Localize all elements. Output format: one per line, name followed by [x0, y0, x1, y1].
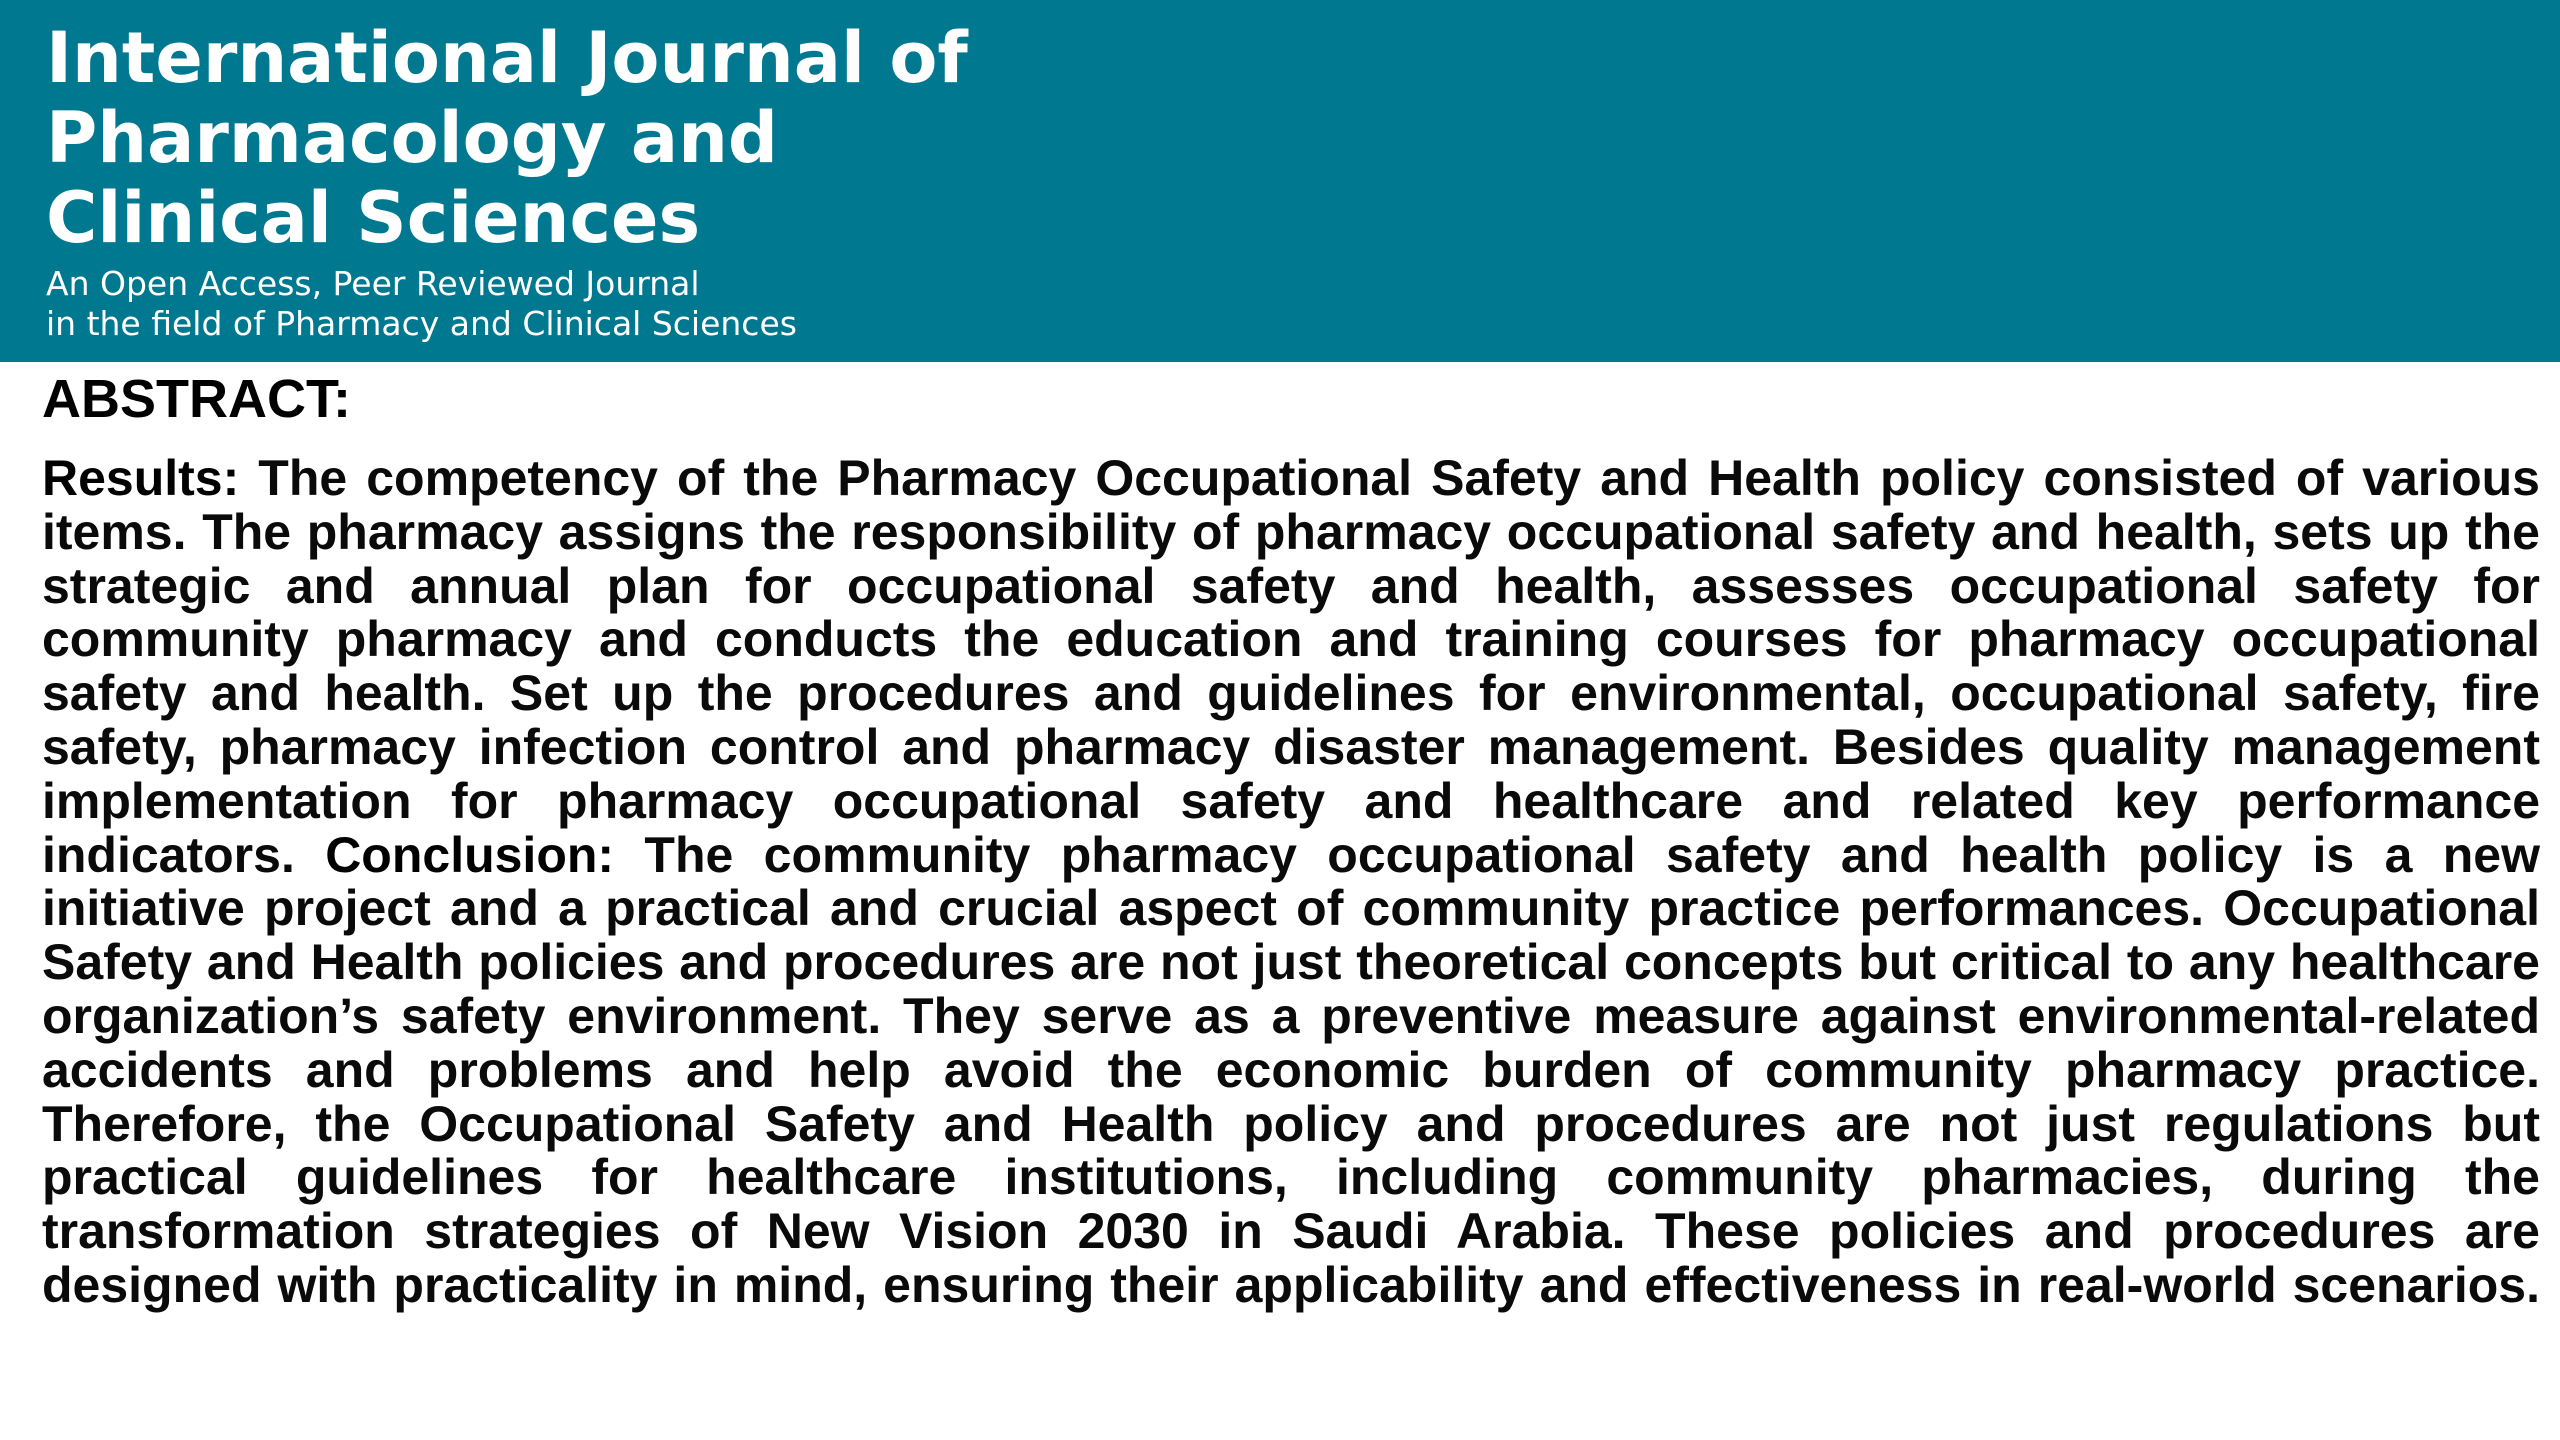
journal-tagline	[46, 264, 797, 344]
abstract-heading: ABSTRACT:	[42, 369, 351, 429]
journal-tagline-line: in the field of Pharmacy and Clinical Sciences	[46, 304, 797, 343]
journal-banner	[0, 0, 2560, 362]
journal-title	[46, 18, 968, 258]
conclusion-text: The community pharmacy occupational safety and health policy is a new initiative project and a practical and crucial aspect of community practice performances. Occupational Safety and Health policies and procedures are not just theoretical concepts but critical to any healthcare organization’s safety environment. They serve as a preventive measure against environmental-related accidents and problems and help avoid the economic burden of community pharmacy practice. Therefore, the Occupational Safety and Health policy and procedures are not just regulations but practical guidelines for healthcare institutions, including community pharmacies, during the transformation strategies of New Vision 2030 in Saudi Arabia. These policies and procedures are designed with practicality in mind, ensuring their applicability and effectiveness in real-world scenarios.	[42, 826, 2540, 1313]
journal-title-line: Pharmacology and	[46, 97, 779, 179]
conclusion-label: Conclusion:	[325, 826, 615, 883]
journal-title-line: International Journal of	[46, 17, 968, 99]
results-text: The competency of the Pharmacy Occupational Safety and Health policy consisted of various items. The pharmacy assigns the responsibility of pharmacy occupational safety and health, sets up the strategic and annual plan for occupational safety and health, assesses occupational safety for community pharmacy and conducts the education and training courses for pharmacy occupational safety and health. Set up the procedures and guidelines for environmental, occupational safety, fire safety, pharmacy infection control and pharmacy disaster management. Besides quality management implementation for pharmacy occupational safety and healthcare and related key performance indicators.	[42, 450, 2540, 883]
abstract-body	[42, 452, 2540, 1313]
journal-tagline-line: An Open Access, Peer Reviewed Journal	[46, 264, 700, 303]
journal-title-line: Clinical Sciences	[46, 177, 701, 259]
results-label: Results:	[42, 450, 240, 506]
